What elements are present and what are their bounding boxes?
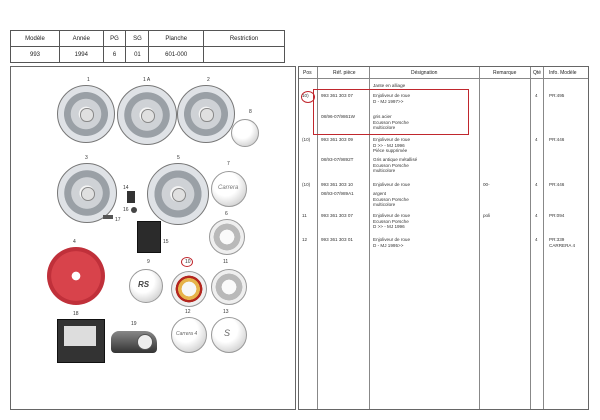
part-label-4: 4 xyxy=(73,239,76,245)
row-designation-line: D >> - MJ 1996 xyxy=(373,224,405,230)
cap-part-13-s[interactable] xyxy=(211,317,247,353)
row-ref: 08/93-07/989A1 xyxy=(321,191,354,196)
wheel-part-3[interactable] xyxy=(57,163,117,223)
cap-part-9-rs[interactable] xyxy=(129,269,163,303)
valve-part-14[interactable] xyxy=(127,191,135,203)
part-label-1: 1 xyxy=(87,77,90,83)
row-designation-line: Enjoliveur de roue xyxy=(373,182,411,187)
lock-kit-part-15[interactable] xyxy=(137,221,161,253)
part-label-11: 11 xyxy=(223,259,229,265)
bolt-part-16[interactable] xyxy=(131,207,137,213)
part-label-6: 6 xyxy=(225,211,228,217)
row-qty: 4 xyxy=(535,182,538,187)
row-pos: 10) xyxy=(302,93,309,98)
row-designation-line: Gris antique métallisé xyxy=(373,157,418,162)
part-label-1a: 1 A xyxy=(143,77,151,83)
row-pos: 11 xyxy=(302,213,307,218)
part-label-7: 7 xyxy=(227,161,230,167)
row-ref: 993 361 303 07 xyxy=(321,213,353,218)
row-designation-line: Enjoliveur de roue xyxy=(373,237,411,242)
row-designation-line: multicolore xyxy=(373,168,396,174)
col-header-ref: Réf. pièce xyxy=(333,70,356,76)
header-col-sg: SG xyxy=(126,31,149,47)
row-designation-line: Ecusson Porsche xyxy=(373,196,409,202)
part-label-16: 16 xyxy=(123,207,129,213)
row-pos: (10) xyxy=(302,182,311,187)
cap-part-6[interactable] xyxy=(209,219,245,255)
header-col-year: Année xyxy=(60,31,104,47)
cap-part-10[interactable] xyxy=(171,271,207,307)
part-label-10: 10 xyxy=(185,259,191,265)
cap-part-11[interactable] xyxy=(211,269,247,305)
part-label-18: 18 xyxy=(73,311,79,317)
row-ref: 08/96-07/9861W xyxy=(321,114,355,119)
row-designation-line: D >> - MJ 1996 xyxy=(373,142,405,148)
row-info-line: PR:446 xyxy=(549,137,565,142)
part-17[interactable] xyxy=(103,215,113,219)
parts-table-panel xyxy=(298,66,589,410)
header-val-model: 993 xyxy=(11,47,60,63)
header-table xyxy=(10,30,285,63)
wheel-part-1[interactable] xyxy=(57,85,115,143)
row-qty: 4 xyxy=(535,213,538,218)
parts-illustration-panel xyxy=(10,66,296,410)
row-designation-line: Enjoliveur de roue xyxy=(373,137,411,142)
row-qty: 4 xyxy=(535,137,538,142)
row-ref: 993 361 303 07 xyxy=(321,93,353,98)
header-val-pg: 6 xyxy=(103,47,126,63)
header-val-restriction xyxy=(204,47,285,63)
part-label-15: 15 xyxy=(163,239,169,245)
part-label-14: 14 xyxy=(123,185,129,191)
part-label-19: 19 xyxy=(131,321,137,327)
red-circle-mark xyxy=(181,257,193,267)
row-designation-line: D - MJ 1995>> xyxy=(373,242,404,248)
col-header-info: Info. Modèle xyxy=(549,70,577,76)
row-designation-line: Ecusson Porsche xyxy=(373,162,409,168)
row-ref: 993 361 303 01 xyxy=(321,237,353,242)
header-col-planche: Planche xyxy=(149,31,204,47)
col-header-pos: Pos xyxy=(303,70,312,76)
wheel-part-5[interactable] xyxy=(147,163,209,225)
part-label-9: 9 xyxy=(147,259,150,265)
part-label-8: 8 xyxy=(249,109,252,115)
wheel-part-1a[interactable] xyxy=(117,85,177,145)
row-ref: 08/93-07/9892T xyxy=(321,157,354,162)
case-part-18[interactable] xyxy=(57,319,105,363)
row-remark: poli xyxy=(483,213,491,218)
row-designation-line: argent xyxy=(373,191,387,196)
row-pos: (10) xyxy=(302,137,311,142)
col-header-remark: Remarque xyxy=(493,70,517,76)
pump-part-19[interactable] xyxy=(111,331,157,353)
row-designation-line: Ecusson Porsche xyxy=(373,119,409,125)
row-info-line: PR:495 xyxy=(549,93,565,98)
row-info-line: PR:094 xyxy=(549,213,565,218)
part-label-2: 2 xyxy=(207,77,210,83)
row-remark: 00- xyxy=(483,182,490,187)
header-col-restriction: Restriction xyxy=(204,31,285,47)
row-qty: 4 xyxy=(535,93,538,98)
row-designation-line: multicolore xyxy=(373,125,396,131)
header-val-sg: 01 xyxy=(126,47,149,63)
row-designation-line: Ecusson Porsche xyxy=(373,218,409,224)
cap-text-carrera4: Carrera 4 xyxy=(176,331,198,337)
wheel-part-2[interactable] xyxy=(177,85,235,143)
row-designation-line: Enjoliveur de roue xyxy=(373,213,411,218)
col-header-designation: Désignation xyxy=(411,70,438,76)
section-title: Jante en alliage xyxy=(373,83,406,88)
part-label-3: 3 xyxy=(85,155,88,161)
part-label-17: 17 xyxy=(115,217,121,223)
cap-text-s: S xyxy=(224,328,231,338)
cap-part-7-carrera[interactable] xyxy=(211,171,247,207)
row-info-line: PR:339 xyxy=(549,237,565,242)
header-col-model: Modèle xyxy=(11,31,60,47)
row-qty: 4 xyxy=(535,237,538,242)
row-designation-line: multicolore xyxy=(373,202,396,208)
part-label-5: 5 xyxy=(177,155,180,161)
row-pos: 12 xyxy=(302,237,308,242)
row-info-line: PR:446 xyxy=(549,182,565,187)
row-ref: 993 361 303 09 xyxy=(321,137,353,142)
header-val-planche: 601-000 xyxy=(149,47,204,63)
cap-text-carrera: Carrera xyxy=(218,185,239,191)
cap-part-12-carrera4[interactable] xyxy=(171,317,207,353)
header-col-pg: PG xyxy=(103,31,126,47)
row-info-line: CARRERA 4 xyxy=(549,242,576,248)
row-designation-line: Enjoliveur de roue xyxy=(373,93,411,98)
part-label-13: 13 xyxy=(223,309,229,315)
cap-text-rs: RS xyxy=(138,280,150,289)
header-val-year: 1994 xyxy=(60,47,104,63)
wheel-part-4-red[interactable] xyxy=(47,247,105,305)
col-header-qty: Qté xyxy=(533,70,542,76)
row-designation-line: Pièce supprimée xyxy=(373,148,408,154)
row-ref: 993 361 303 10 xyxy=(321,182,353,187)
cap-part-8[interactable] xyxy=(231,119,259,147)
row-designation-line: D - MJ 1997>> xyxy=(373,98,404,104)
part-label-12: 12 xyxy=(185,309,191,315)
row-designation-line: gris acier xyxy=(373,114,392,119)
